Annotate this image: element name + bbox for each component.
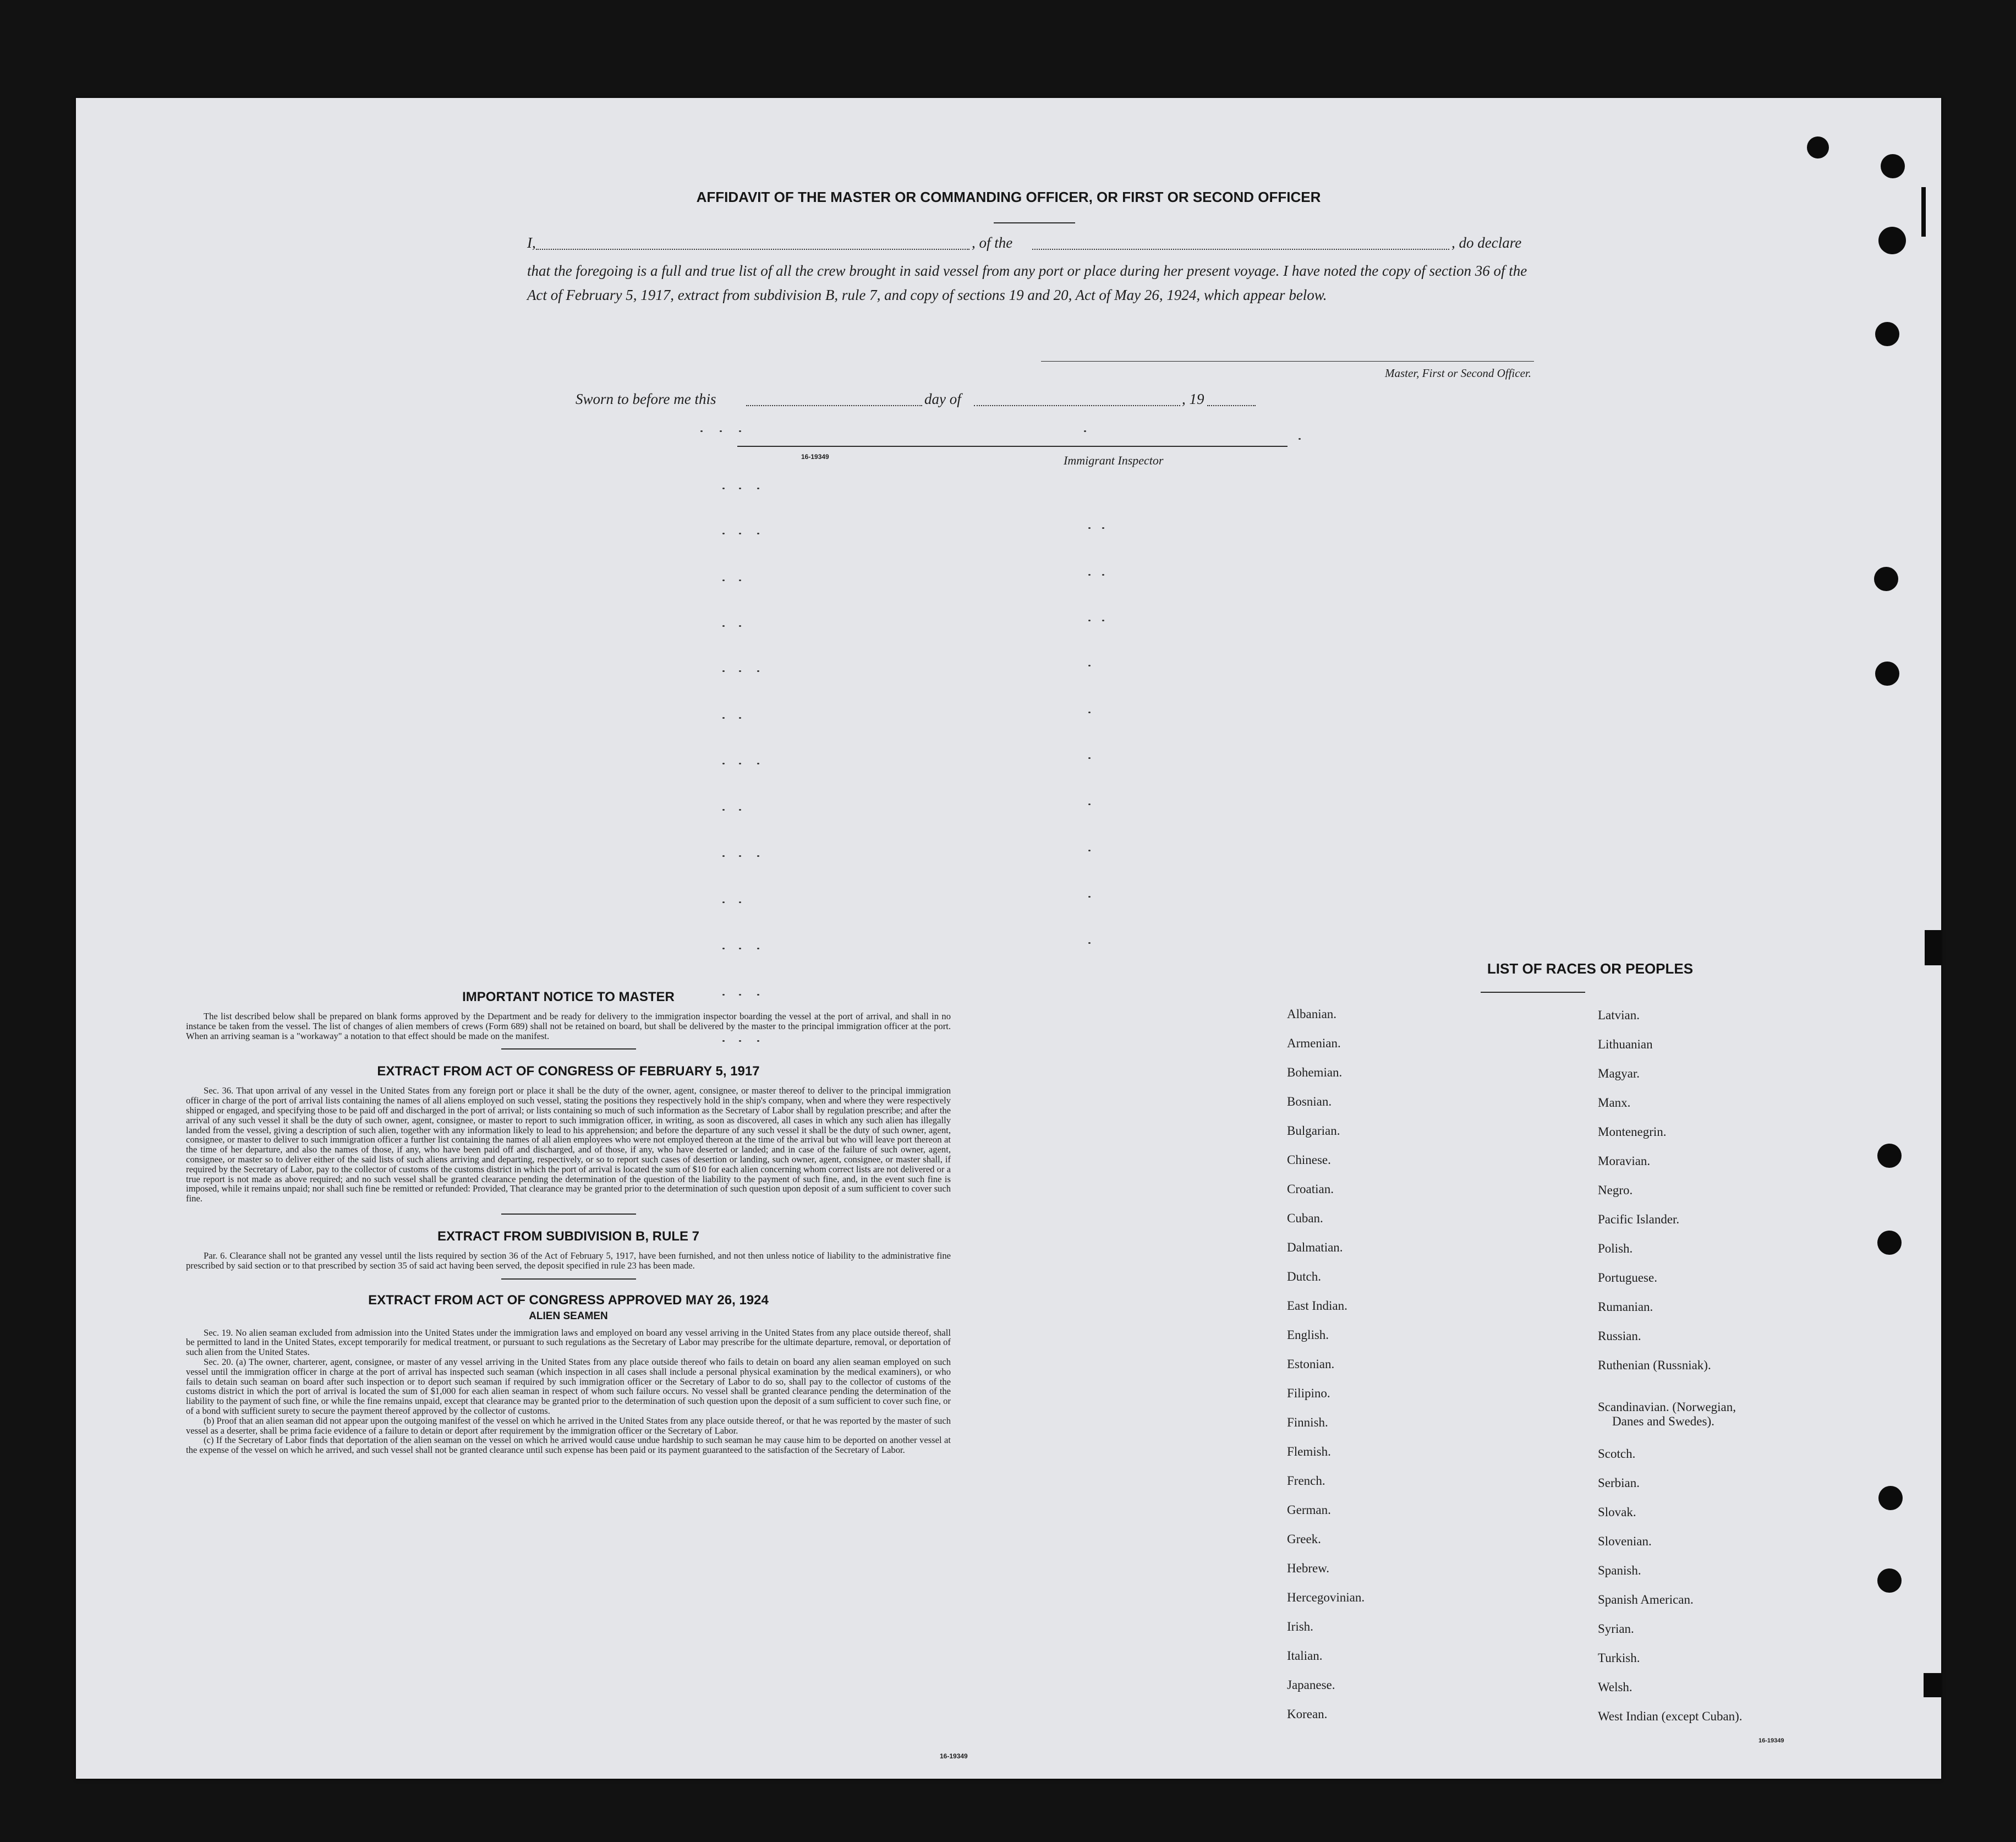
race-entry: Turkish. bbox=[1598, 1651, 1640, 1665]
extract-1917-divider bbox=[501, 1214, 636, 1215]
races-title: LIST OF RACES OR PEOPLES bbox=[1487, 960, 1694, 977]
punch-hole bbox=[1878, 227, 1906, 254]
race-entry: Italian. bbox=[1287, 1649, 1323, 1663]
notice-divider bbox=[501, 1048, 636, 1050]
binding-tab-mark bbox=[1925, 930, 1941, 965]
race-entry: Scotch. bbox=[1598, 1447, 1636, 1461]
manifest-sheet bbox=[76, 98, 1941, 1779]
sec-20a-text: Sec. 20. (a) The owner, charterer, agent, consignee, or master of any vessel arriving in the United States from any place outside thereof who fails to detain on board any alien seaman employed on such vessel until the immigration officer in charge at the port of arrival has inspected such seaman (which inspection in all cases shall include a personal physical examination by the medical examiners), or who fails to detain such seaman on board after such inspection or to deport such seaman if required by such immigration officer or the Secretary of Labor to do so, shall pay to the collector of customs of the customs district in which the port of arrival is located the sum of $1,000 for each alien seaman in respect of whom such failure occurs. No vessel shall be granted clearance pending the determination of the liability to the payment of such fine, or while the fine remains unpaid, except that clearance may be granted prior to the determination of such question upon the deposit of a sum sufficient to cover such fine, or of a bond with sufficient surety to secure the payment thereof approved by the collector of customs. bbox=[186, 1356, 951, 1416]
extract-rule7-divider bbox=[501, 1278, 636, 1280]
race-entry: Manx. bbox=[1598, 1096, 1631, 1109]
notice-column bbox=[186, 990, 951, 1455]
sec-20c-text: (c) If the Secretary of Labor finds that deportation of the alien seaman on the vessel on which he arrived would cause undue hardship to such seaman he may cause him to be deported on another vessel at the expense of the vessel on which he arrived, and such vessel shall not be granted clearance until such expense has been paid or its payment guaranteed to the satisfaction of the Secretary of Labor. bbox=[186, 1435, 951, 1456]
officer-signature-label: Master, First or Second Officer. bbox=[1385, 367, 1531, 380]
vessel-name-field[interactable] bbox=[1032, 234, 1449, 250]
race-entry: Latvian. bbox=[1598, 1008, 1640, 1022]
punch-hole bbox=[1875, 662, 1899, 686]
race-entry: Finnish. bbox=[1287, 1415, 1328, 1429]
race-entry: Croatian. bbox=[1287, 1182, 1334, 1196]
extract-rule7-title: EXTRACT FROM SUBDIVISION B, RULE 7 bbox=[437, 1228, 700, 1244]
extracts-form-number: 16-19349 bbox=[940, 1752, 968, 1760]
alien-seamen-subtitle: ALIEN SEAMEN bbox=[529, 1310, 608, 1322]
race-entry: Bulgarian. bbox=[1287, 1124, 1340, 1138]
punch-hole bbox=[1878, 1486, 1903, 1510]
day-of-label: day of bbox=[924, 391, 961, 407]
races-divider bbox=[1481, 992, 1585, 993]
race-entry: Irish. bbox=[1287, 1620, 1313, 1633]
race-entry: Slovenian. bbox=[1598, 1534, 1652, 1548]
race-entry: Pacific Islander. bbox=[1598, 1212, 1680, 1226]
race-entry: Albanian. bbox=[1287, 1007, 1337, 1021]
sworn-prefix: Sworn to before me this bbox=[576, 391, 716, 407]
punch-hole bbox=[1881, 154, 1905, 178]
notice-text: The list described below shall be prepared on blank forms approved by the Department and be ready for delivery to the immigration inspector boarding the vessel at the port of arrival, and shall in no instance be taken from the vessel. The list of changes of alien members of crews (Form 689) shall not be retained on board, but shall be delivered by the master to the principal immigration officer at the port. When an arriving seaman is a "workaway" a notation to that effect should be made on the manifest. bbox=[186, 1011, 951, 1041]
punch-hole bbox=[1875, 322, 1899, 346]
race-entry: Cuban. bbox=[1287, 1211, 1323, 1225]
race-entry: Japanese. bbox=[1287, 1678, 1335, 1692]
race-entry: Montenegrin. bbox=[1598, 1125, 1667, 1139]
sworn-day-field[interactable] bbox=[746, 391, 922, 406]
race-entry: Bohemian. bbox=[1287, 1065, 1343, 1079]
race-entry: Dalmatian. bbox=[1287, 1240, 1343, 1254]
race-entry: English. bbox=[1287, 1328, 1329, 1342]
race-entry: Negro. bbox=[1598, 1183, 1633, 1197]
race-entry: Polish. bbox=[1598, 1242, 1633, 1255]
inspector-signature-line[interactable] bbox=[737, 446, 1288, 447]
race-entry: Greek. bbox=[1287, 1532, 1321, 1546]
officer-signature-line[interactable] bbox=[1041, 361, 1534, 362]
binding-tab-mark bbox=[1924, 1673, 1941, 1697]
title-divider bbox=[994, 222, 1075, 223]
extract-1924-title: EXTRACT FROM ACT OF CONGRESS APPROVED MAY 26, 1924 bbox=[368, 1292, 769, 1308]
race-entry: Slovak. bbox=[1598, 1505, 1636, 1519]
declarant-prefix: I, bbox=[527, 234, 536, 251]
affidavit-form-number: 16-19349 bbox=[801, 453, 829, 461]
of-the-label: , of the bbox=[972, 234, 1013, 251]
race-entry: German. bbox=[1287, 1503, 1331, 1517]
race-entry: Russian. bbox=[1598, 1329, 1641, 1343]
declarant-name-field[interactable] bbox=[536, 234, 969, 250]
race-entry: East Indian. bbox=[1287, 1299, 1347, 1313]
punch-hole bbox=[1807, 136, 1829, 158]
race-entry: Estonian. bbox=[1287, 1357, 1335, 1371]
punch-hole bbox=[1874, 567, 1898, 591]
race-entry: West Indian (except Cuban). bbox=[1598, 1709, 1743, 1723]
race-entry: Korean. bbox=[1287, 1707, 1328, 1721]
affidavit-paragraph: that the foregoing is a full and true list of all the crew brought in said vessel from any port or place during her present voyage. I have noted the copy of section 36 of the Act of February 5, 1917, extract from subdivision B, rule 7, and copy of sections 19 and 20, Act of May 26, 1924, which appear below. bbox=[527, 263, 1527, 303]
races-form-number: 16-19349 bbox=[1758, 1737, 1784, 1744]
binding-tab-mark bbox=[1921, 187, 1926, 237]
punch-hole bbox=[1877, 1144, 1902, 1168]
race-entry: Moravian. bbox=[1598, 1154, 1651, 1168]
extract-1917-text: Sec. 36. That upon arrival of any vessel in the United States from any foreign port or place it shall be the duty of the owner, agent, consignee, or master thereof to deliver to the principal immigration officer in charge of the port of arrival lists containing the names of all aliens employed on such vessel, stating the positions they respectively hold in the ship's company, when and where they were respectively shipped or engaged, and specifying those to be paid off and discharged in the port of arrival; or lists containing so much of such information as the Secretary of Labor shall by regulation prescribe; and after the arrival of any such vessel it shall be the duty of such owner, agent, consignee, or master to report to such immigration officer, in writing, as soon as discovered, all cases in which any such alien has illegally landed from the vessel, giving a description of such alien, together with any information likely to lead to his apprehension; and before the departure of any such vessel it shall be the duty of such owner, agent, consignee, or master to deliver to such immigration officer a further list containing the names of all alien employees who were not employed thereon at the time of the arrival but who will leave port thereon at the time of her departure, and also the names of those, if any, who have been paid off and discharged, and of those, if any, who have deserted or landed; and in case of the failure of such owner, agent, consignee, or master so to deliver either of the said lists of such aliens arriving and departing, respectively, or so to report such cases of desertion or landing, such owner, agent, consignee, or master shall, if required by the Secretary of Labor, pay to the collector of customs of the customs district in which the port of arrival is located the sum of $10 for each alien concerning whom correct lists are not delivered or a true report is not made as above required; and no such vessel shall be granted clearance pending the determination of the question of the liability to the payment of such fine, and, in the event such fine is imposed, while it remains unpaid; nor shall such fine be remitted or refunded: Provided, That clearance may be granted prior to the determination of such question upon deposit of a sum sufficient to cover such fine. bbox=[186, 1085, 951, 1204]
race-entry: Scandinavian. (Norwegian, bbox=[1598, 1400, 1736, 1414]
notice-title: IMPORTANT NOTICE TO MASTER bbox=[462, 990, 675, 1004]
extract-rule7-text: Par. 6. Clearance shall not be granted any vessel until the lists required by section 36 of the Act of February 5, 1917, have been furnished, and not then unless notice of liability to the administrative fine prescribed by said section or to that prescribed by section 35 of said act having been served, the deposit specified in rule 23 has been made. bbox=[186, 1250, 951, 1271]
race-entry: Filipino. bbox=[1287, 1386, 1330, 1400]
race-entry: Lithuanian bbox=[1598, 1037, 1653, 1051]
punch-hole bbox=[1877, 1231, 1902, 1255]
race-entry: Rumanian. bbox=[1598, 1300, 1653, 1314]
race-entry: Portuguese. bbox=[1598, 1271, 1657, 1285]
race-entry: Bosnian. bbox=[1287, 1095, 1332, 1108]
sworn-year-field[interactable] bbox=[1207, 391, 1256, 406]
inspector-label: Immigrant Inspector bbox=[1064, 453, 1164, 467]
race-entry: Chinese. bbox=[1287, 1153, 1331, 1167]
race-entry: Spanish American. bbox=[1598, 1593, 1694, 1606]
race-entry: Armenian. bbox=[1287, 1036, 1341, 1050]
race-entry: Hercegovinian. bbox=[1287, 1590, 1365, 1604]
do-declare-label: , do declare bbox=[1451, 234, 1522, 251]
sec-19-text: Sec. 19. No alien seaman excluded from admission into the United States under the immigration laws and employed on board any vessel arriving in the United States from any place outside thereof, shall be permitted to land in the United States, except temporarily for medical treatment, or pursuant to such regulations as the Secretary of Labor may prescribe for the ultimate departure, removal, or deportation of such alien from the United States. bbox=[186, 1327, 951, 1358]
race-entry: Magyar. bbox=[1598, 1067, 1640, 1080]
affidavit-title: AFFIDAVIT OF THE MASTER OR COMMANDING OFFICER, OR FIRST OR SECOND OFFICER bbox=[696, 189, 1321, 205]
sworn-month-field[interactable] bbox=[974, 391, 1180, 406]
race-entry: French. bbox=[1287, 1474, 1325, 1488]
race-entry: Ruthenian (Russniak). bbox=[1598, 1358, 1711, 1372]
punch-hole bbox=[1877, 1568, 1902, 1593]
race-entry: Spanish. bbox=[1598, 1564, 1641, 1577]
race-entry: Welsh. bbox=[1598, 1680, 1632, 1694]
race-entry: Hebrew. bbox=[1287, 1561, 1330, 1575]
race-entry: Danes and Swedes). bbox=[1612, 1414, 1714, 1428]
sec-20b-text: (b) Proof that an alien seaman did not appear upon the outgoing manifest of the vessel on which he arrived in the United States from any place outside thereof, or that he was reported by the master of such vessel as a deserter, shall be prima facie evidence of a failure to detain or deport after requirement by the immigration officer or the Secretary of Labor. bbox=[186, 1415, 951, 1436]
race-entry: Syrian. bbox=[1598, 1622, 1634, 1636]
race-entry: Serbian. bbox=[1598, 1476, 1640, 1490]
year-prefix: , 19 bbox=[1182, 391, 1204, 407]
race-entry: Flemish. bbox=[1287, 1445, 1331, 1458]
extract-1917-title: EXTRACT FROM ACT OF CONGRESS OF FEBRUARY 5, 1917 bbox=[377, 1064, 760, 1079]
race-entry: Dutch. bbox=[1287, 1270, 1321, 1283]
